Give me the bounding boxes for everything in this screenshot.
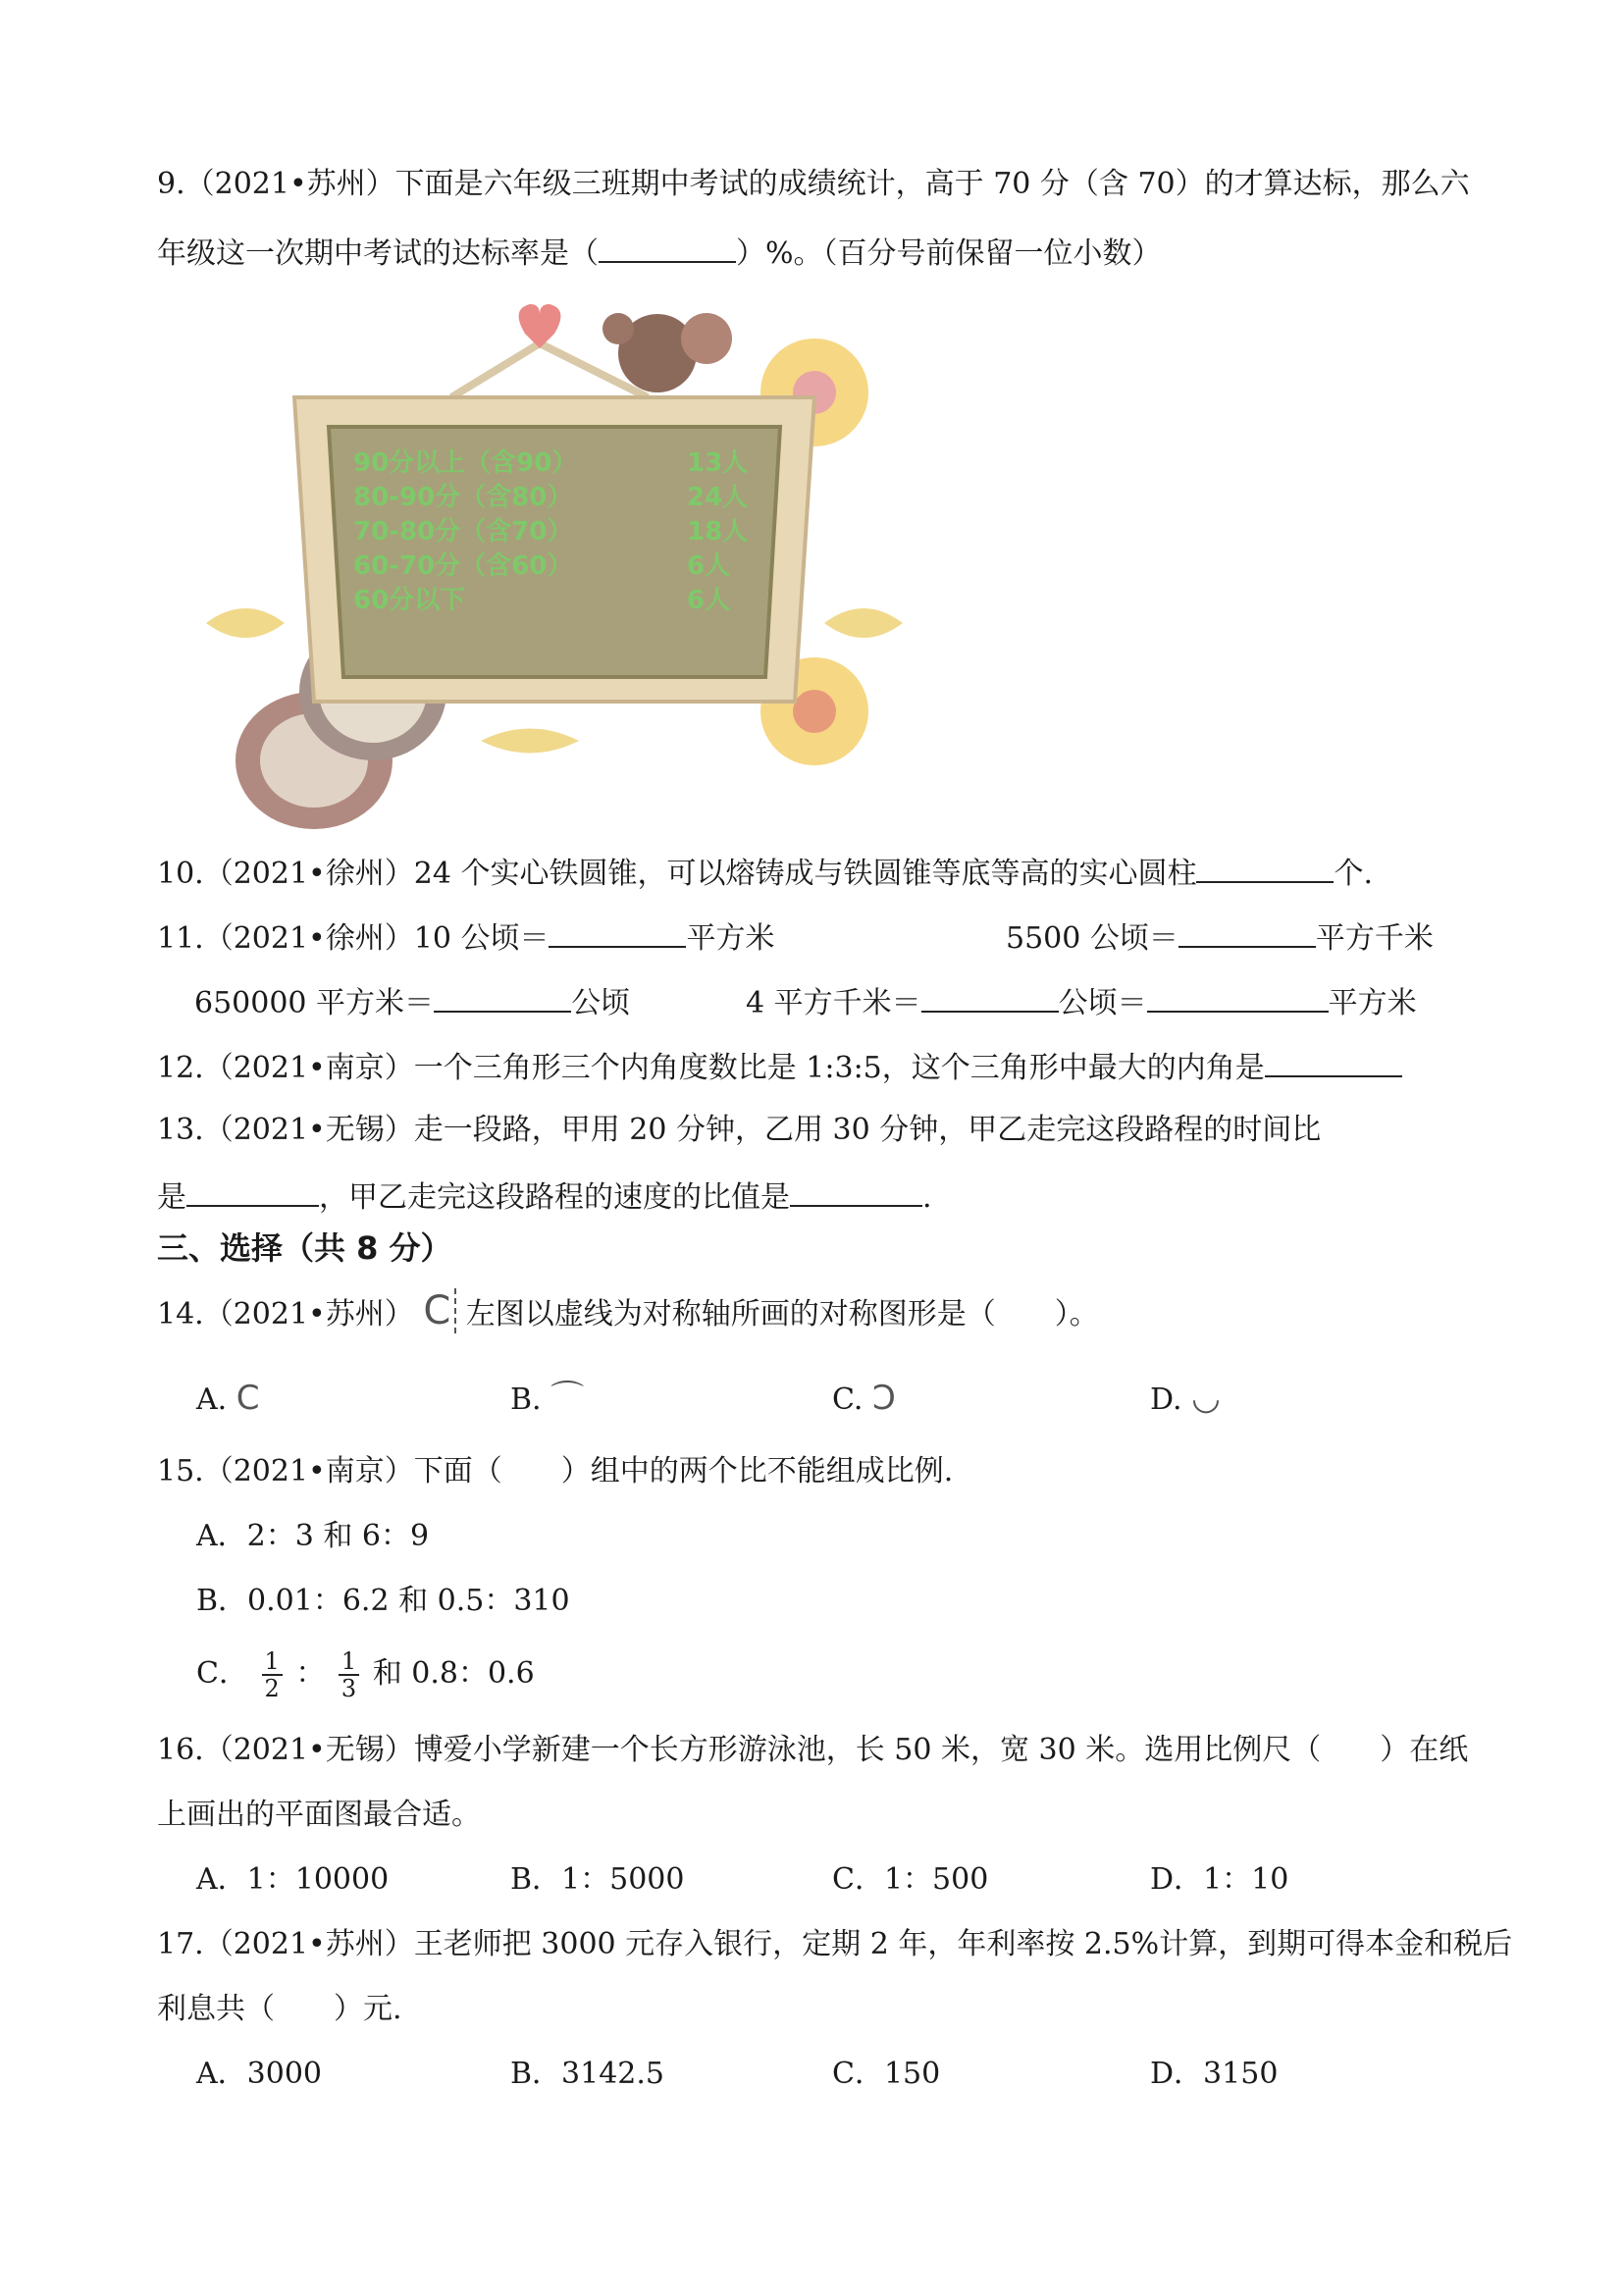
fraction: $\frac{1}{3}$	[339, 1648, 359, 1701]
q14-option-b[interactable]: B. ⌒	[510, 1379, 585, 1418]
q17-option-c[interactable]: C．150	[832, 2057, 941, 2091]
q15-option-a[interactable]: A．2：3 和 6：9	[196, 1519, 430, 1553]
q16-line2: 上画出的平面图最合适。	[157, 1798, 481, 1832]
q9-line2: 年级这一次期中考试的达标率是（ ）%。（百分号前保留一位小数）	[157, 232, 1162, 274]
q10-answer-blank[interactable]	[1196, 852, 1334, 883]
q17-option-b[interactable]: B．3142.5	[510, 2057, 665, 2091]
q16-option-c[interactable]: C．1：500	[832, 1862, 989, 1897]
board-row-count: 24人	[687, 483, 749, 512]
board-row-count: 6人	[687, 586, 731, 615]
q11-blank-3[interactable]	[434, 981, 571, 1013]
q12-answer-blank[interactable]	[1265, 1046, 1402, 1077]
reversed-c-shape-icon: Ɔ	[871, 1379, 896, 1418]
q11-row1: 11.（2021•徐州）10 公顷＝ 平方米	[157, 916, 774, 959]
q11-blank-4[interactable]	[921, 981, 1059, 1013]
q13-line2: 是 ，甲乙走完这段路程的速度的比值是 .	[157, 1175, 932, 1218]
q17-line1: 17.（2021•苏州）王老师把 3000 元存入银行，定期 2 年，年利率按 2.5%计算，到期可得本金和税后	[157, 1927, 1513, 1961]
q11-blank-2[interactable]	[1178, 916, 1316, 948]
q9-line1: 9.（2021•苏州）下面是六年级三班期中考试的成绩统计，高于 70 分（含 70）的才算达标，那么六	[157, 167, 1470, 201]
q12: 12.（2021•南京）一个三角形三个内角度数比是 1:3:5，这个三角形中最大的内角是	[157, 1046, 1402, 1088]
q14-option-a[interactable]: A. C	[196, 1379, 260, 1418]
q11-row2-right: 4 平方千米＝ 公顷＝ 平方米	[746, 981, 1417, 1023]
q15: 15.（2021•南京）下面（ ）组中的两个比不能组成比例.	[157, 1454, 954, 1488]
board-row-label: 80-90分（含80）	[353, 483, 573, 512]
q11-blank-1[interactable]	[549, 916, 686, 948]
c-shape-icon: C	[236, 1379, 260, 1418]
q16-option-d[interactable]: D．1：10	[1150, 1862, 1289, 1897]
q16-option-a[interactable]: A．1：10000	[196, 1862, 390, 1897]
board-row-label: 90分以上（含90）	[353, 448, 578, 478]
q11-row1-right: 5500 公顷＝ 平方千米	[1006, 916, 1434, 959]
arch-shape-icon: ⌒	[550, 1379, 585, 1418]
q17-line2: 利息共（ ）元.	[157, 1992, 402, 2026]
q11-blank-5[interactable]	[1147, 981, 1329, 1013]
q11-row2: 650000 平方米＝ 公顷	[194, 981, 630, 1023]
q13-blank-1[interactable]	[186, 1175, 319, 1207]
q17-option-a[interactable]: A．3000	[196, 2057, 323, 2091]
q9-answer-blank[interactable]	[599, 232, 736, 263]
q15-option-c[interactable]: C． $\frac{1}{2}$ ： $\frac{1}{3}$ 和 0.8：0.6	[196, 1647, 535, 1702]
q10: 10.（2021•徐州）24 个实心铁圆锥，可以熔铸成与铁圆锥等底等高的实心圆柱 个.	[157, 852, 1373, 894]
q16-line1: 16.（2021•无锡）博爱小学新建一个长方形游泳池，长 50 米，宽 30 米。选用比例尺（ ）在纸	[157, 1733, 1469, 1767]
board-row-label: 70-80分（含70）	[353, 517, 573, 547]
board-row-count: 13人	[687, 448, 749, 478]
q14: 14.（2021•苏州） C 左图以虚线为对称轴所画的对称图形是（ ）。	[157, 1288, 1099, 1333]
board-row-count: 6人	[687, 551, 731, 581]
half-c-figure-icon: C	[423, 1288, 456, 1333]
cup-shape-icon: ◡	[1191, 1379, 1221, 1418]
q13-blank-2[interactable]	[790, 1175, 922, 1207]
q14-option-c[interactable]: C. Ɔ	[832, 1379, 896, 1418]
q16-option-b[interactable]: B．1：5000	[510, 1862, 685, 1897]
q15-option-b[interactable]: B．0.01：6.2 和 0.5：310	[196, 1584, 570, 1618]
board-row-label: 60-70分（含60）	[353, 551, 573, 581]
fraction: $\frac{1}{2}$	[262, 1648, 283, 1701]
q14-option-d[interactable]: D. ◡	[1150, 1379, 1221, 1418]
board-row-label: 60分以下	[353, 586, 466, 615]
q13-line1: 13.（2021•无锡）走一段路，甲用 20 分钟，乙用 30 分钟，甲乙走完这段路程的时间比	[157, 1113, 1322, 1147]
section-title: 三、选择（共 8 分）	[157, 1229, 452, 1267]
q17-option-d[interactable]: D．3150	[1150, 2057, 1279, 2091]
score-board-illustration	[186, 299, 932, 849]
board-row-count: 18人	[687, 517, 749, 547]
heart-icon	[519, 304, 561, 348]
